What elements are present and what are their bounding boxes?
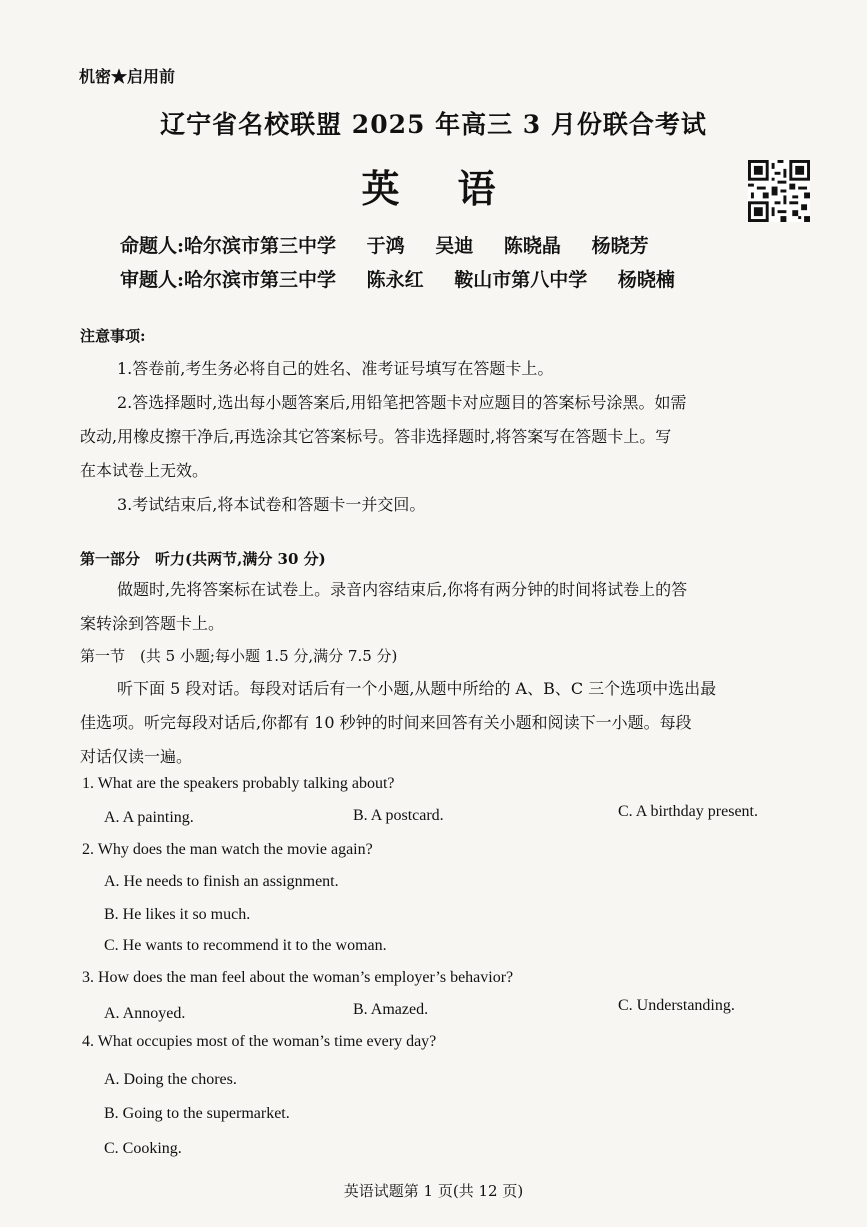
note-item-2: 2.答选择题时,选出每小题答案后,用铅笔把答题卡对应题目的答案标号涂黑。如需 <box>117 393 687 412</box>
question-1: 1. What are the speakers probably talking about? <box>82 775 395 792</box>
confidential-mark: 机密★启用前 <box>79 67 176 86</box>
exam-title: 辽宁省名校联盟 2025 年高三 3 月份联合考试 <box>160 110 707 139</box>
question-4: 4. What occupies most of the woman’s time every day? <box>82 1033 437 1050</box>
q3-option-b: B. Amazed. <box>353 1001 429 1018</box>
question-reviewers <box>120 265 675 292</box>
reviewer-school: 鞍山市第八中学 <box>454 269 588 291</box>
q4-option-a: A. Doing the chores. <box>104 1071 237 1088</box>
reviewer-school: 审题人:哈尔滨市第三中学 <box>120 269 337 291</box>
qr-code-icon <box>748 160 810 222</box>
section1-heading: 第一节 (共 5 小题;每小题 1.5 分,满分 7.5 分) <box>80 647 398 665</box>
q3-option-c: C. Understanding. <box>618 997 735 1014</box>
q2-option-a: A. He needs to finish an assignment. <box>104 873 339 890</box>
page-footer: 英语试题第 1 页(共 12 页) <box>343 1182 524 1200</box>
setter-name: 于鸿 <box>366 235 405 257</box>
q1-option-b: B. A postcard. <box>353 807 444 824</box>
note-item-3: 3.考试结束后,将本试卷和答题卡一并交回。 <box>117 495 426 514</box>
question-setters <box>120 231 649 258</box>
setter-name: 吴迪 <box>435 235 474 257</box>
q4-option-b: B. Going to the supermarket. <box>104 1105 290 1122</box>
note-item-2-cont: 改动,用橡皮擦干净后,再选涂其它答案标号。答非选择题时,将答案写在答题卡上。写 <box>80 427 672 446</box>
q4-option-c: C. Cooking. <box>104 1140 182 1157</box>
section1-instructions-cont: 佳选项。听完每段对话后,你都有 10 秒钟的时间来回答有关小题和阅读下一小题。每段 <box>80 713 692 732</box>
part1-intro: 做题时,先将答案标在试卷上。录音内容结束后,你将有两分钟的时间将试卷上的答 <box>117 580 688 599</box>
q1-option-c: C. A birthday present. <box>618 803 758 820</box>
question-2: 2. Why does the man watch the movie again? <box>82 841 373 858</box>
part1-intro-cont: 案转涂到答题卡上。 <box>80 614 225 633</box>
reviewer-name: 陈永红 <box>366 269 424 291</box>
q3-option-a: A. Annoyed. <box>104 1005 186 1022</box>
setter-school: 命题人:哈尔滨市第三中学 <box>120 235 337 257</box>
notes-heading: 注意事项: <box>80 327 146 345</box>
q2-option-c: C. He wants to recommend it to the woman. <box>104 937 387 954</box>
question-3: 3. How does the man feel about the woman’s employer’s behavior? <box>82 969 514 986</box>
q2-option-b: B. He likes it so much. <box>104 906 251 923</box>
setter-name: 陈晓晶 <box>503 235 561 257</box>
note-item-1: 1.答卷前,考生务必将自己的姓名、准考证号填写在答题卡上。 <box>117 359 554 378</box>
section1-instructions: 听下面 5 段对话。每段对话后有一个小题,从题中所给的 A、B、C 三个选项中选出最 <box>117 679 717 698</box>
note-item-2-cont: 在本试卷上无效。 <box>80 461 209 480</box>
part1-heading: 第一部分 听力(共两节,满分 30 分) <box>80 550 326 568</box>
setter-name: 杨晓芳 <box>591 235 649 257</box>
q1-option-a: A. A painting. <box>104 809 194 826</box>
subject-title: 英 语 <box>361 166 506 211</box>
reviewer-name: 杨晓楠 <box>617 269 675 291</box>
section1-instructions-cont: 对话仅读一遍。 <box>80 747 193 766</box>
